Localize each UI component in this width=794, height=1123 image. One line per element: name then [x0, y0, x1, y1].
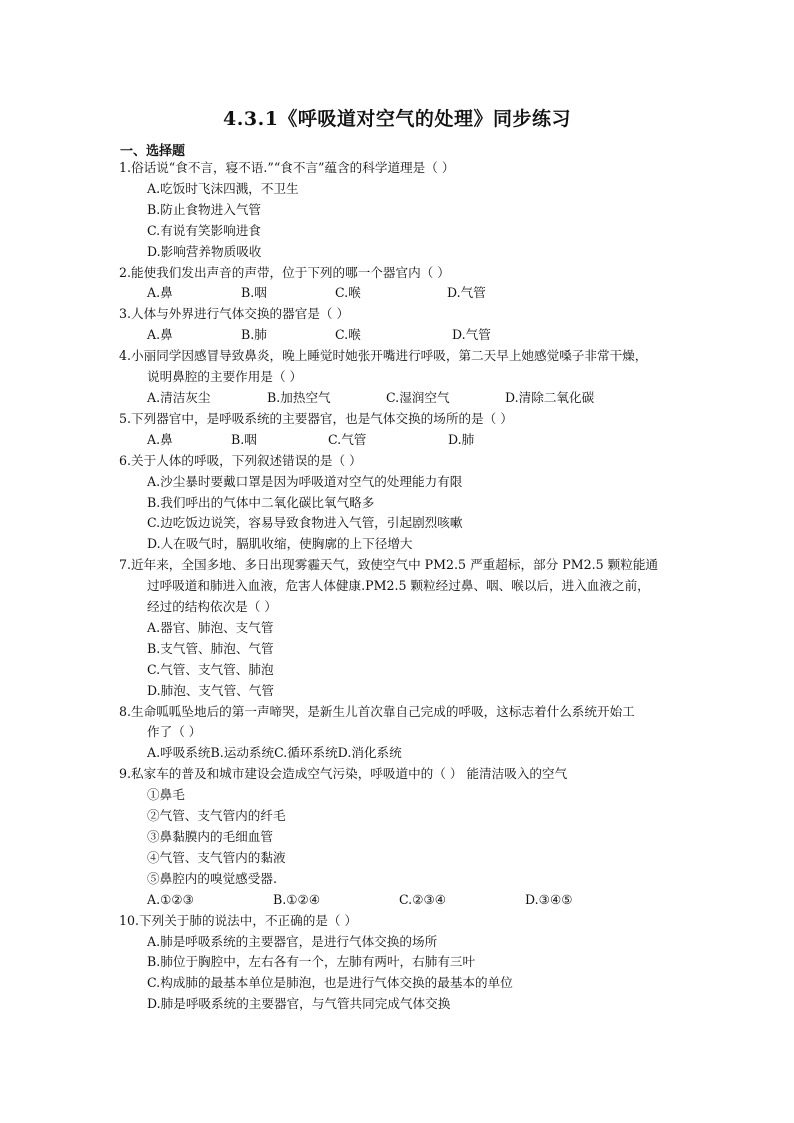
question-stem: 10.下列关于肺的说法中，不正确的是（ ）: [119, 912, 358, 928]
option-row: [119, 325, 709, 346]
question-list: [119, 158, 709, 1015]
option-c: C.气管: [328, 431, 367, 447]
question-stem: 4.小丽同学因感冒导致鼻炎，晚上睡觉时她张开嘴进行呼吸，第二天早上她感觉嗓子非常干燥，: [119, 348, 648, 364]
statement-item: ⑤鼻腔内的嗅觉感受器.: [147, 870, 277, 886]
question-8: [119, 702, 709, 765]
option-a: A.肺是呼吸系统的主要器官，是进行气体交换的场所: [147, 933, 438, 949]
option-a: A.器官、肺泡、支气管: [147, 619, 274, 635]
option-a: A.①②③: [147, 891, 194, 907]
question-stem: 5.下列器官中，是呼吸系统的主要器官，也是气体交换的场所的是（ ）: [119, 410, 513, 426]
question-10: [119, 911, 709, 1016]
option-d: D.清除二氧化碳: [505, 389, 595, 405]
option-b: B.咽: [241, 285, 267, 301]
option-b: B.防止食物进入气管: [147, 201, 262, 217]
option-c: C.②③④: [399, 891, 447, 907]
question-stem: 2.能使我们发出声音的声带，位于下列的哪一个器官内（ ）: [119, 264, 450, 280]
question-7: [119, 555, 709, 701]
option-a: A.鼻: [147, 431, 173, 447]
question-stem: 6.关于人体的呼吸，下列叙述错误的是（ ）: [119, 452, 362, 468]
statement-item: ④气管、支气管内的黏液: [147, 849, 286, 865]
option-a: A.鼻: [147, 285, 173, 301]
question-2: [119, 263, 709, 305]
option-b: B.加热空气: [267, 389, 331, 405]
option-c: C.喉: [335, 327, 361, 343]
option-d: D.肺: [448, 431, 475, 447]
statement-item: ①鼻毛: [147, 787, 185, 803]
question-stem: 8.生命呱呱坠地后的第一声啼哭，是新生儿首次靠自己完成的呼吸，这标志着什么系统开始工: [119, 703, 635, 719]
question-stem-continued: 经过的结构依次是（ ）: [147, 599, 277, 615]
question-stem: 1.俗话说“食不言，寝不语.”“食不言”蕴含的科学道理是（ ）: [119, 160, 455, 175]
option-d: D.肺是呼吸系统的主要器官，与气管共同完成气体交换: [147, 996, 451, 1012]
option-a: A.鼻: [147, 327, 173, 343]
option-row: [119, 430, 709, 451]
statement-item: ②气管、支气管内的纤毛: [147, 808, 286, 824]
question-4: [119, 346, 709, 409]
option-b: B.肺: [241, 327, 267, 343]
option-a: A.吃饭时飞沫四溅，不卫生: [147, 180, 299, 196]
option-b: B.肺位于胸腔中，左右各有一个，左肺有两叶，右肺有三叶: [147, 954, 476, 970]
option-a: A.清洁灰尘: [147, 389, 211, 405]
question-stem-continued: 作了（ ）: [147, 724, 202, 740]
option-c: C.湿润空气: [386, 389, 450, 405]
option-b: B.咽: [231, 431, 257, 447]
question-5: [119, 409, 709, 451]
statement-item: ③鼻黏膜内的毛细血管: [147, 829, 273, 844]
option-line: A.呼吸系统B.运动系统C.循环系统D.消化系统: [147, 745, 402, 761]
question-3: [119, 304, 709, 346]
option-b: B.我们呼出的气体中二氧化碳比氧气略多: [147, 494, 375, 510]
option-d: D.人在吸气时，膈肌收缩，使胸廓的上下径增大: [147, 536, 413, 552]
option-d: D.气管: [447, 285, 486, 301]
option-c: C.边吃饭边说笑，容易导致食物进入气管，引起剧烈咳嗽: [147, 515, 463, 531]
option-row: [119, 890, 709, 911]
question-stem: 3.人体与外界进行气体交换的器官是（ ）: [119, 306, 350, 322]
option-c: C.气管、支气管、肺泡: [147, 661, 274, 677]
option-c: C.有说有笑影响进食: [147, 222, 261, 238]
option-c: C.喉: [335, 285, 361, 301]
question-stem: 9.私家车的普及和城市建设会造成空气污染，呼吸道中的（ ） 能清洁吸入的空气: [119, 766, 568, 782]
option-d: D.影响营养物质吸收: [147, 243, 262, 259]
question-stem: 7.近年来，全国多地、多日出现雾霾天气，致使空气中 PM2.5 严重超标，部分 PM2.5 颗粒能通: [119, 557, 659, 573]
option-d: D.肺泡、支气管、气管: [147, 682, 274, 698]
option-c: C.构成肺的最基本单位是肺泡，也是进行气体交换的最基本的单位: [147, 975, 513, 991]
option-b: B.①②④: [273, 891, 321, 907]
option-d: D.③④⑤: [525, 891, 573, 907]
option-d: D.气管: [452, 327, 491, 343]
question-9: [119, 764, 709, 910]
option-row: [119, 388, 709, 409]
question-stem-continued: 说明鼻腔的主要作用是（ ）: [147, 369, 303, 385]
section-heading: 一、选择题: [120, 144, 186, 159]
question-stem-continued: 过呼吸道和肺进入血液，危害人体健康.PM2.5 颗粒经过鼻、咽、喉以后，进入血液之前，: [147, 578, 650, 594]
page-title: 4.3.1《呼吸道对空气的处理》同步练习: [223, 108, 571, 130]
question-6: [119, 451, 709, 556]
question-1: [119, 158, 709, 263]
option-b: B.支气管、肺泡、气管: [147, 640, 274, 656]
option-row: [119, 283, 709, 304]
option-a: A.沙尘暴时要戴口罩是因为呼吸道对空气的处理能力有限: [147, 473, 463, 489]
